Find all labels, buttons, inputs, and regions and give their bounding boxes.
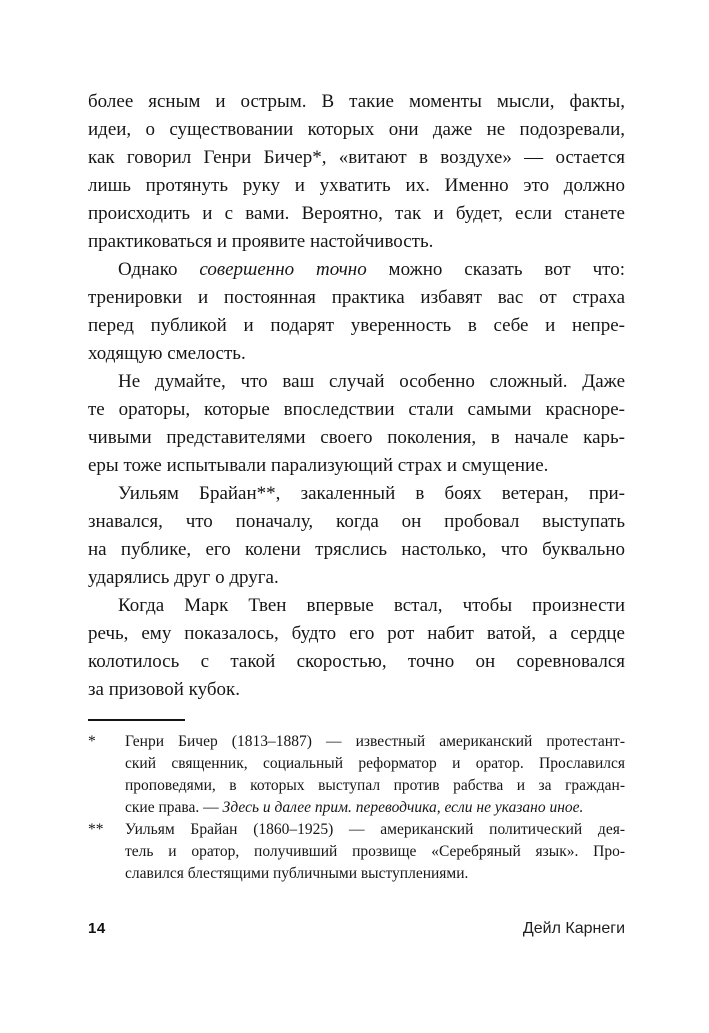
footnote-marker: * xyxy=(88,733,96,750)
text-line: Генри Бичер (1813–1887) — известный американский протестант- xyxy=(125,733,625,750)
page-number: 14 xyxy=(88,920,106,937)
text-line: за призовой кубок. xyxy=(88,679,241,700)
text-line: Уильям Брайан**, закаленный в боях ветеран, при- xyxy=(118,483,625,504)
footnote-marker: ** xyxy=(88,821,104,838)
text-line: знавался, что поначалу, когда он пробовал выступать xyxy=(88,511,625,532)
text-line: Когда Марк Твен впервые встал, чтобы произнести xyxy=(118,595,625,616)
text-line: на публике, его колени тряслись настолько, что буквально xyxy=(88,539,625,560)
body-text xyxy=(88,88,625,704)
text-line: ходящую смелость. xyxy=(88,343,246,364)
text-line: славился блестящими публичными выступлениями. xyxy=(125,865,469,882)
text-line: тель и оратор, получивший прозвище «Серебряный язык». Про- xyxy=(125,843,625,860)
text-line: ский священник, социальный реформатор и оратор. Прославился xyxy=(125,755,625,772)
text-line: Не думайте, что ваш случай особенно сложный. Даже xyxy=(118,371,625,392)
text-line: еры тоже испытывали парализующий страх и смущение. xyxy=(88,455,549,476)
text-line: происходить и с вами. Вероятно, так и будет, если станете xyxy=(88,203,625,224)
footnotes-list xyxy=(88,731,625,885)
text-line: колотилось с такой скоростью, точно он соревновался xyxy=(88,651,625,672)
text-line: проповедями, в которых выступал против рабства и за граждан- xyxy=(125,777,625,794)
text-line: более ясным и острым. В такие моменты мысли, факты, xyxy=(88,91,625,112)
text-line: Уильям Брайан (1860–1925) — американский политический дея- xyxy=(125,821,625,838)
text-line: те ораторы, которые впоследствии стали самыми красноре- xyxy=(88,399,625,420)
paragraph xyxy=(88,368,625,480)
footnote-text xyxy=(125,819,625,885)
text-line: чивыми представителями своего поколения, в начале карь- xyxy=(88,427,625,448)
paragraph xyxy=(88,256,625,368)
text-line: речь, ему показалось, будто его рот набит ватой, а сердце xyxy=(88,623,625,644)
page-footer xyxy=(88,920,625,938)
text-line: ские права. — Здесь и далее прим. переводчика, если не указано иное. xyxy=(125,799,584,816)
paragraph xyxy=(88,480,625,592)
footnote-text xyxy=(125,731,625,819)
footnote-divider xyxy=(88,719,185,721)
text-line: как говорил Генри Бичер*, «витают в воздухе» — остается xyxy=(88,147,625,168)
text-line: идеи, о существовании которых они даже не подозревали, xyxy=(88,119,625,140)
text-line: перед публикой и подарят уверенность в себе и непре- xyxy=(88,315,625,336)
running-title: Дейл Карнеги xyxy=(522,920,625,937)
footnote xyxy=(88,731,625,819)
paragraph xyxy=(88,592,625,704)
paragraph xyxy=(88,88,625,256)
text-line: ударялись друг о друга. xyxy=(88,567,279,588)
text-line: Однако совершенно точно можно сказать вот что: xyxy=(118,259,625,280)
text-line: тренировки и постоянная практика избавят вас от страха xyxy=(88,287,625,308)
footnote xyxy=(88,819,625,885)
text-line: лишь протянуть руку и ухватить их. Именно это должно xyxy=(88,175,625,196)
text-line: практиковаться и проявите настойчивость. xyxy=(88,231,434,252)
